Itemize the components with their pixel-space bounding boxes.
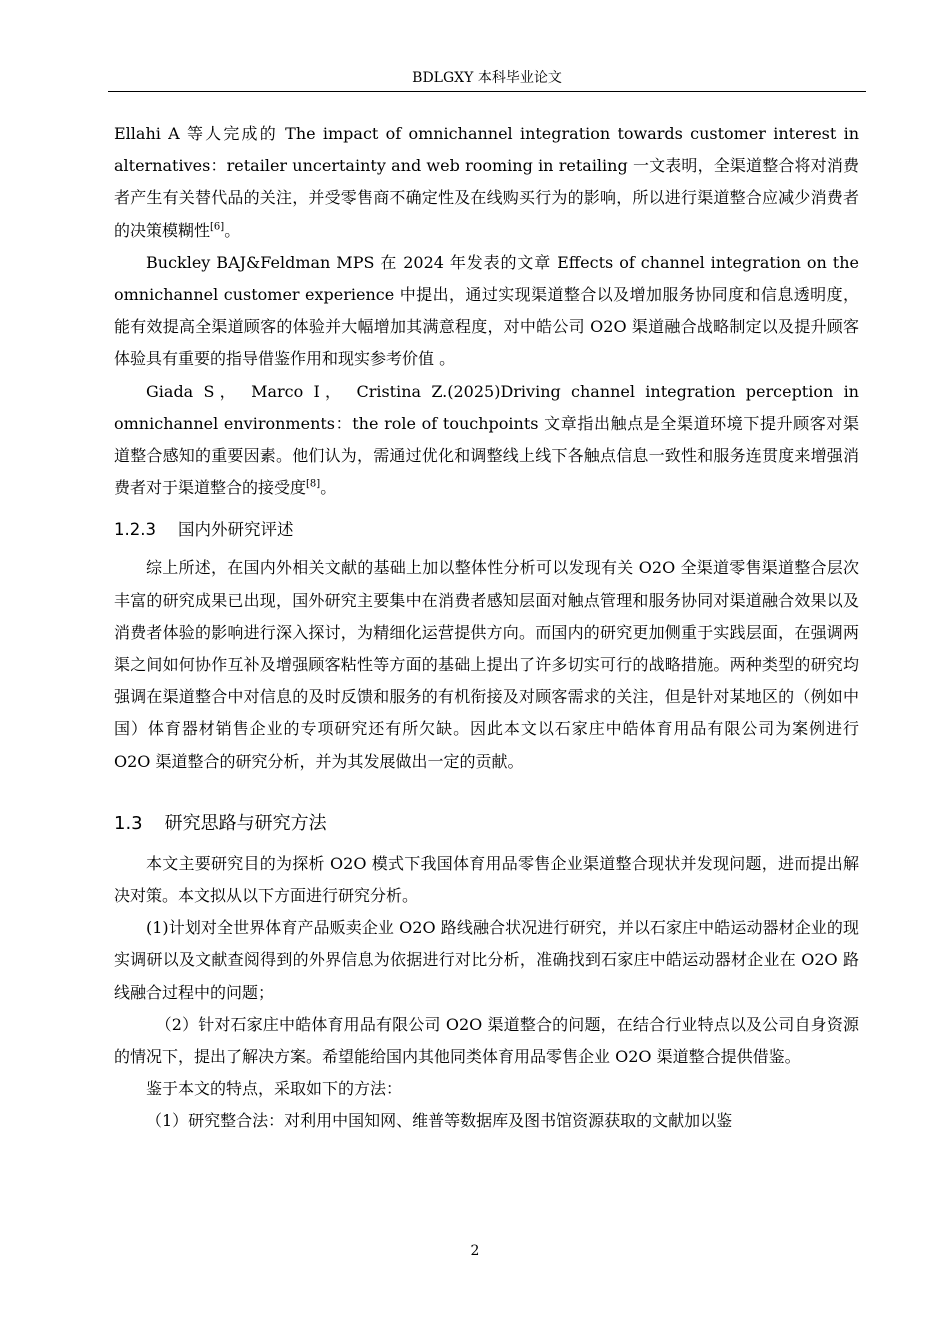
page-header: BDLGXY 本科毕业论文 (412, 70, 562, 86)
paragraph-item-1: (1)计划对全世界体育产品贩卖企业 O2O 路线融合状况进行研究，并以石家庄中皓运动器材企业的现实调研以及文献查阅得到的外界信息为依据进行对比分析，准确找到石家庄中皓运动器材企业在 O2O 路线融合过程中的问题； (114, 918, 859, 1002)
citation-8[interactable]: [8] (306, 478, 321, 490)
paragraph-giada: Giada S， Marco I， Cristina Z.(2025)Driving channel integration perception in omnichannel environments：the role of touchpoints 文章指出触点是全渠道环境下提升顾客对渠道整合感知的重要因素。他们认为，需通过优化和调整线上线下各触点信息一致性和服务连贯度来增强消费者对于渠道整合的接受度[8]。 (114, 381, 859, 498)
section-heading-1-3: 1.3 研究思路与研究方法 (114, 812, 327, 834)
page-number: 2 (470, 1243, 480, 1259)
page-body (114, 118, 859, 1138)
paragraph-review: 综上所述，在国内外相关文献的基础上加以整体性分析可以发现有关 O2O 全渠道零售渠道整合层次丰富的研究成果已出现，国外研究主要集中在消费者感知层面对触点管理和服务协同对渠道融合效果以及消费者体验的影响进行深入探讨，为精细化运营提供方向。而国内的研究更加侧重于实践层面，在强调两渠之间如何协作互补及增强顾客粘性等方面的基础上提出了许多切实可行的战略措施。两种类型的研究均强调在渠道整合中对信息的及时反馈和服务的有机衔接及对顾客需求的关注，但是针对某地区的（例如中国）体育器材销售企业的专项研究还有所欠缺。因此本文以石家庄中皓体育用品有限公司为案例进行 O2O 渠道整合的研究分析，并为其发展做出一定的贡献。 (114, 558, 859, 771)
section-heading-1-2-3: 1.2.3 国内外研究评述 (114, 520, 294, 540)
header-rule (108, 91, 866, 92)
paragraph-method-1: （1）研究整合法：对利用中国知网、维普等数据库及图书馆资源获取的文献加以鉴 (146, 1111, 733, 1131)
paragraph-item-2: （2）针对石家庄中皓体育用品有限公司 O2O 渠道整合的问题，在结合行业特点以及公司自身资源的情况下，提出了解决方案。希望能给国内其他同类体育用品零售企业 O2O 渠道整合提供借鉴。 (114, 1014, 859, 1067)
citation-6[interactable]: [6] (210, 221, 225, 233)
paragraph-methods-intro: 鉴于本文的特点，采取如下的方法： (146, 1079, 403, 1099)
paragraph-ellahi: Ellahi A 等人完成的 The impact of omnichannel integration towards customer interest in alternatives：retailer uncertainty and web rooming in retailing 一文表明，全渠道整合将对消费者产生有关替代品的关注，并受零售商不确定性及在线购买行为的影响，所以进行渠道整合应减少消费者的决策模糊性[6]。 (114, 124, 859, 240)
paragraph-buckley: Buckley BAJ&Feldman MPS 在 2024 年发表的文章 Effects of channel integration on the omnichannel customer experience 中提出，通过实现渠道整合以及增加服务协同度和信息透明度，能有效提高全渠道顾客的体验并大幅增加其满意程度，对中皓公司 O2O 渠道融合战略制定以及提升顾客体验具有重要的指导借鉴作用和现实参考价值 。 (114, 252, 859, 369)
paragraph-purpose: 本文主要研究目的为探析 O2O 模式下我国体育用品零售企业渠道整合现状并发现问题，进而提出解决对策。本文拟从以下方面进行研究分析。 (114, 853, 859, 906)
